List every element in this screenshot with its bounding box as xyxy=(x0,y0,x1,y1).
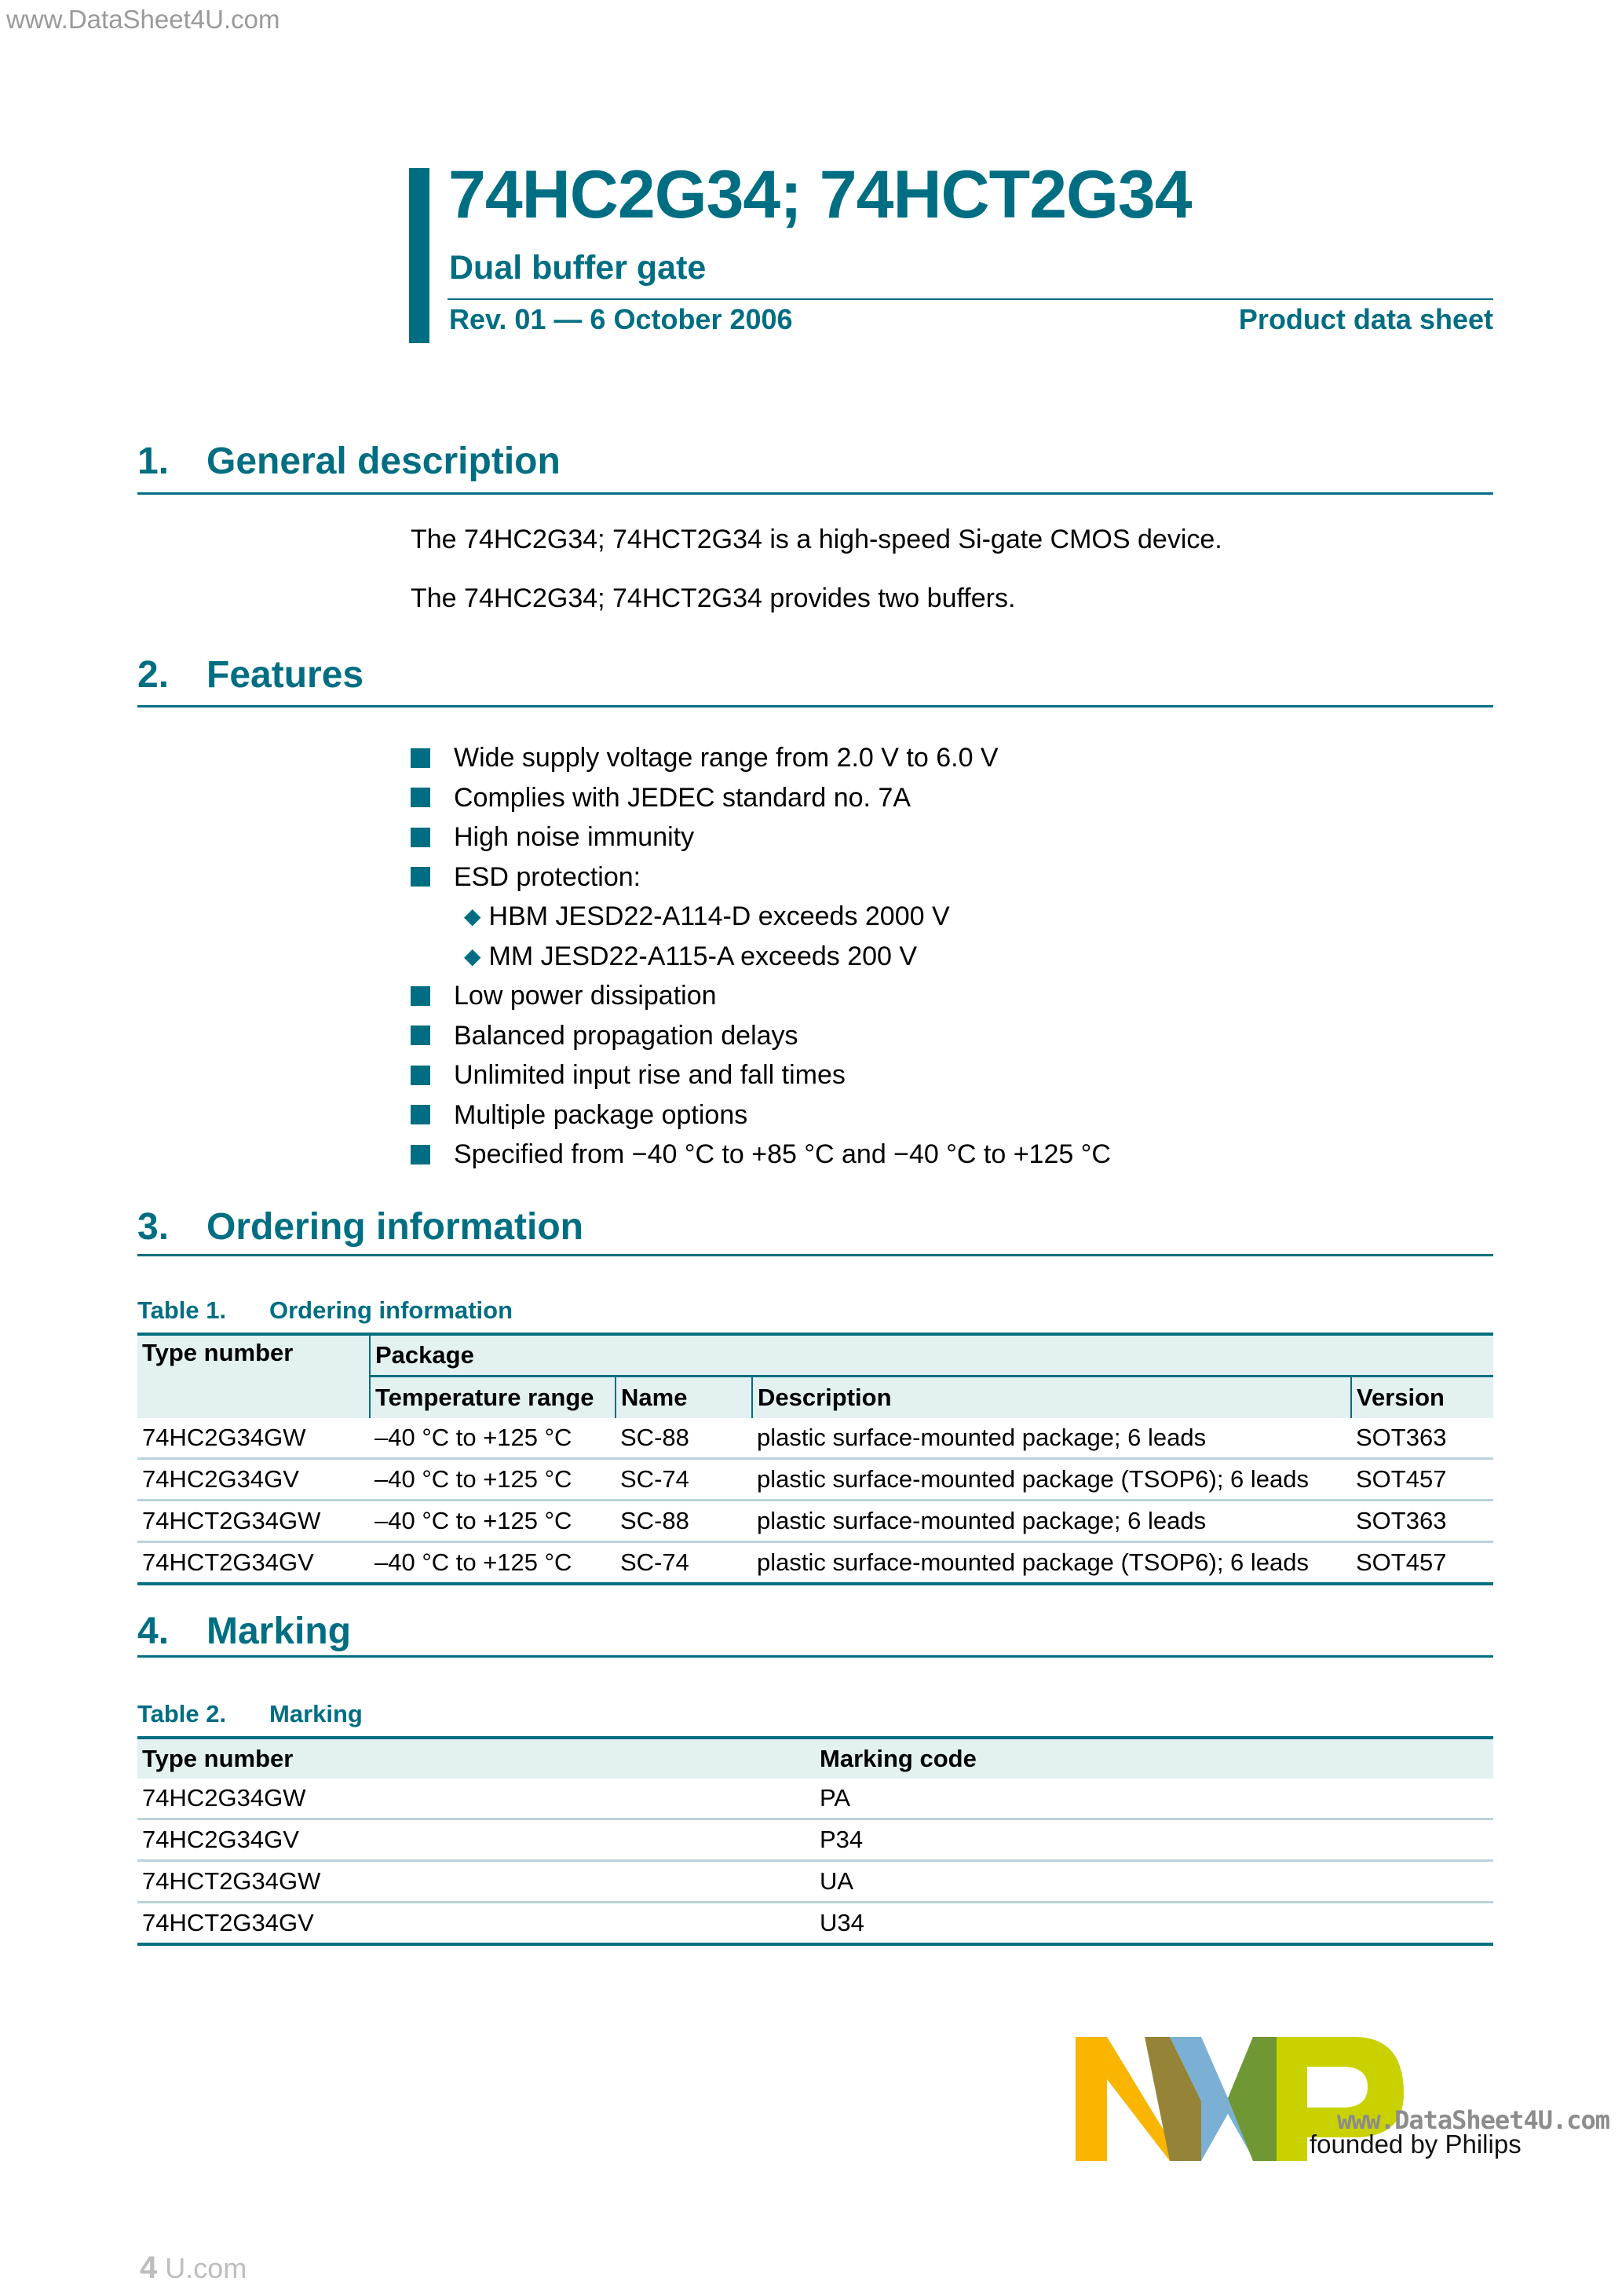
cell-marking-code: P34 xyxy=(815,1819,1493,1861)
square-bullet-icon xyxy=(411,1066,430,1085)
section-title: Features xyxy=(206,654,364,696)
table-row xyxy=(137,1542,1493,1585)
list-item-text: Multiple package options xyxy=(454,1099,748,1130)
marking-table xyxy=(137,1736,1493,1946)
header-version: Version xyxy=(1351,1377,1493,1419)
cell-marking-code: U34 xyxy=(815,1903,1493,1945)
header-accent-bar xyxy=(409,168,429,343)
cell-type-number: 74HCT2G34GW xyxy=(137,1501,370,1542)
table-caption xyxy=(137,1700,363,1728)
table-number: Table 2. xyxy=(137,1700,227,1727)
square-bullet-icon xyxy=(411,788,430,807)
table-header-row xyxy=(137,1334,1493,1377)
header-type-number: Type number xyxy=(137,1738,815,1779)
section-divider xyxy=(137,1655,1493,1658)
header-description: Description xyxy=(752,1377,1351,1419)
section-heading-marking xyxy=(137,1610,351,1653)
cell-type-number: 74HC2G34GV xyxy=(137,1819,815,1861)
list-item-text: HBM JESD22-A114-D exceeds 2000 V xyxy=(488,901,950,932)
cell-type-number: 74HC2G34GV xyxy=(137,1459,370,1501)
revision-info: Rev. 01 — 6 October 2006 xyxy=(449,303,793,335)
cell-name: SC-74 xyxy=(616,1459,752,1501)
cell-marking-code: UA xyxy=(815,1861,1493,1903)
square-bullet-icon xyxy=(411,748,430,768)
cell-temperature-range: –40 °C to +125 °C xyxy=(370,1542,616,1585)
list-item-text: Low power dissipation xyxy=(454,981,717,1011)
list-item-text: ESD protection: xyxy=(454,861,641,892)
list-item-text: Wide supply voltage range from 2.0 V to 6.0 V xyxy=(454,743,999,773)
cell-version: SOT457 xyxy=(1351,1459,1493,1501)
table-title: Ordering information xyxy=(269,1296,513,1324)
table-row xyxy=(137,1779,1493,1819)
sub-list-item xyxy=(411,937,1111,977)
watermark-top: www.DataSheet4U.com xyxy=(6,5,280,34)
header-divider xyxy=(448,298,1493,300)
list-item xyxy=(411,1016,1111,1056)
header-marking-code: Marking code xyxy=(815,1738,1493,1779)
list-item-text: Unlimited input rise and fall times xyxy=(454,1060,846,1091)
watermark-bottom xyxy=(140,2250,247,2286)
section-number: 2. xyxy=(137,654,170,696)
section-divider xyxy=(137,492,1493,495)
paragraph: The 74HC2G34; 74HCT2G34 is a high-speed Si-gate CMOS device. xyxy=(411,525,1222,554)
table-row xyxy=(137,1861,1493,1903)
ordering-information-table xyxy=(137,1333,1493,1585)
cell-type-number: 74HC2G34GW xyxy=(137,1418,370,1459)
square-bullet-icon xyxy=(411,867,430,887)
logo-tagline: founded by Philips xyxy=(1310,2130,1522,2159)
list-item xyxy=(411,857,1111,898)
table-row xyxy=(137,1903,1493,1945)
sub-list-item xyxy=(411,897,1111,937)
cell-type-number: 74HC2G34GW xyxy=(137,1779,815,1819)
list-item xyxy=(411,778,1111,818)
square-bullet-icon xyxy=(411,1145,430,1164)
list-item xyxy=(411,738,1111,778)
list-item-text: High noise immunity xyxy=(454,822,695,853)
cell-version: SOT363 xyxy=(1351,1501,1493,1542)
table-row xyxy=(137,1819,1493,1861)
square-bullet-icon xyxy=(411,1105,430,1124)
document-title: 74HC2G34; 74HCT2G34 xyxy=(448,157,1192,232)
section-heading-ordering-information xyxy=(137,1205,583,1249)
cell-temperature-range: –40 °C to +125 °C xyxy=(370,1501,616,1542)
watermark-bottom-prefix: 4 xyxy=(140,2250,158,2285)
list-item-text: Specified from −40 °C to +85 °C and −40 °C to +125 °C xyxy=(454,1139,1111,1170)
section-heading-general-description xyxy=(137,440,561,483)
table-number: Table 1. xyxy=(137,1296,227,1324)
list-item xyxy=(411,976,1111,1016)
table-row xyxy=(137,1418,1493,1459)
diamond-bullet-icon: ◆ xyxy=(464,943,481,968)
cell-description: plastic surface-mounted package (TSOP6); 6 leads xyxy=(752,1542,1351,1585)
square-bullet-icon xyxy=(411,986,430,1006)
section-divider xyxy=(137,705,1493,707)
section-number: 3. xyxy=(137,1206,170,1248)
watermark-bottom-suffix: U.com xyxy=(165,2252,247,2284)
table-title: Marking xyxy=(269,1700,363,1727)
cell-version: SOT363 xyxy=(1351,1418,1493,1459)
header-type-number: Type number xyxy=(137,1334,370,1418)
list-item xyxy=(411,1055,1111,1095)
cell-temperature-range: –40 °C to +125 °C xyxy=(370,1418,616,1459)
section-title: Ordering information xyxy=(206,1206,583,1248)
cell-type-number: 74HCT2G34GV xyxy=(137,1903,815,1945)
list-item xyxy=(411,1095,1111,1135)
list-item-text: MM JESD22-A115-A exceeds 200 V xyxy=(488,941,918,971)
document-subtitle: Dual buffer gate xyxy=(449,249,707,287)
paragraph: The 74HC2G34; 74HCT2G34 provides two buffers. xyxy=(411,583,1016,613)
list-item xyxy=(411,1135,1111,1175)
cell-marking-code: PA xyxy=(815,1779,1493,1819)
cell-name: SC-88 xyxy=(616,1418,752,1459)
section-number: 4. xyxy=(137,1610,170,1652)
cell-name: SC-74 xyxy=(616,1542,752,1585)
list-item-text: Complies with JEDEC standard no. 7A xyxy=(454,782,911,813)
watermark-logo-overlay: www.DataSheet4U.com xyxy=(1337,2105,1610,2135)
cell-description: plastic surface-mounted package (TSOP6); 6 leads xyxy=(752,1459,1351,1501)
section-title: General description xyxy=(206,441,561,482)
table-row xyxy=(137,1459,1493,1501)
list-item-text: Balanced propagation delays xyxy=(454,1020,798,1051)
section-heading-features xyxy=(137,653,363,696)
cell-version: SOT457 xyxy=(1351,1542,1493,1585)
section-title: Marking xyxy=(206,1610,352,1652)
cell-temperature-range: –40 °C to +125 °C xyxy=(370,1459,616,1501)
table-row xyxy=(137,1501,1493,1542)
list-item xyxy=(411,817,1111,857)
table-header-row xyxy=(137,1738,1493,1779)
document-type: Product data sheet xyxy=(1238,303,1493,335)
header-name: Name xyxy=(616,1377,752,1419)
square-bullet-icon xyxy=(411,1026,430,1045)
table-caption xyxy=(137,1296,513,1325)
features-list xyxy=(411,738,1111,1175)
header-temperature-range: Temperature range xyxy=(370,1377,616,1419)
header-package: Package xyxy=(370,1334,1493,1377)
cell-type-number: 74HCT2G34GW xyxy=(137,1861,815,1903)
cell-description: plastic surface-mounted package; 6 leads xyxy=(752,1418,1351,1459)
diamond-bullet-icon: ◆ xyxy=(464,904,481,929)
cell-name: SC-88 xyxy=(616,1501,752,1542)
cell-type-number: 74HCT2G34GV xyxy=(137,1542,370,1585)
section-number: 1. xyxy=(137,441,170,482)
cell-description: plastic surface-mounted package; 6 leads xyxy=(752,1501,1351,1542)
square-bullet-icon xyxy=(411,828,430,847)
section-divider xyxy=(137,1254,1493,1256)
